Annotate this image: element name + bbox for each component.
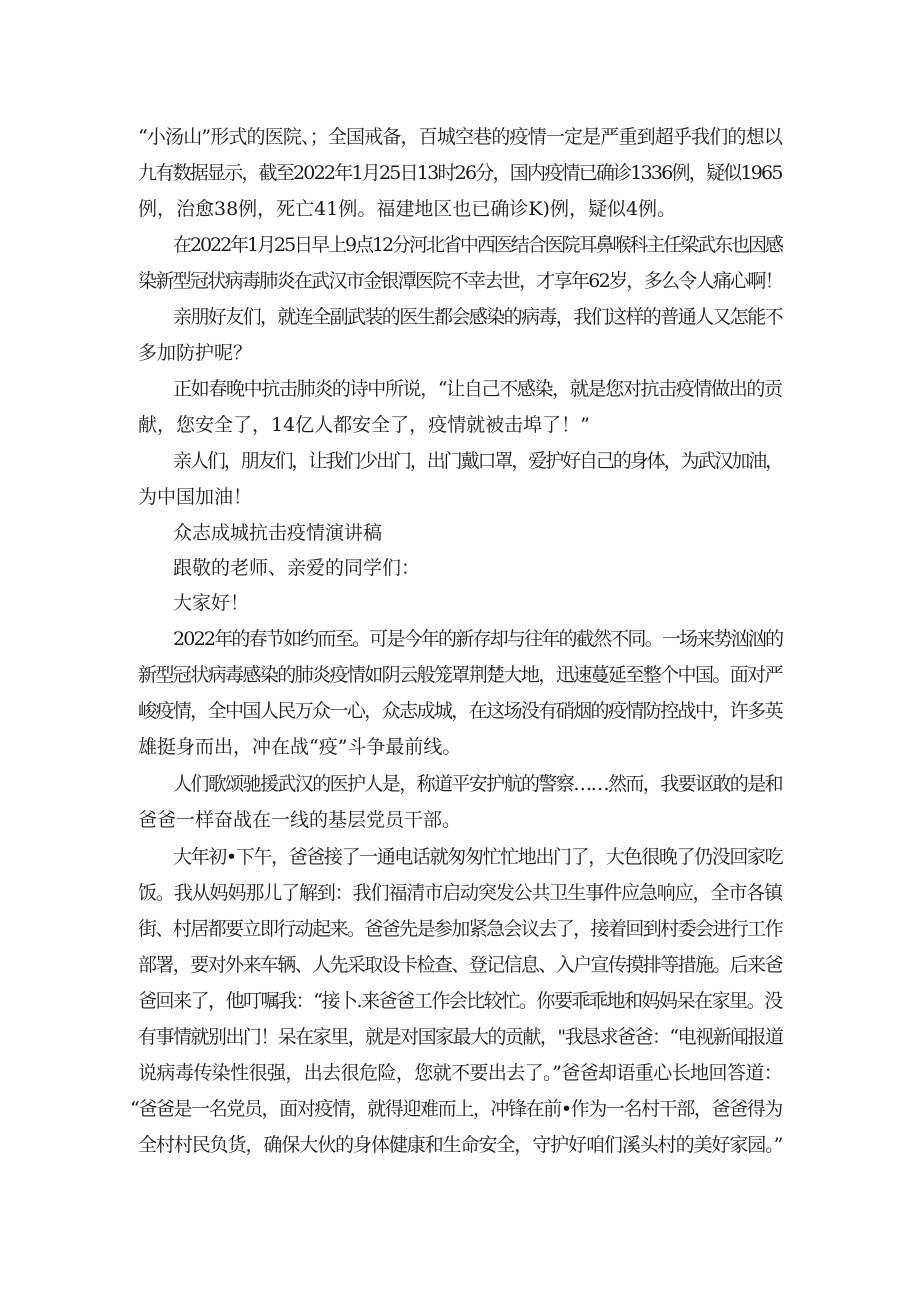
text-line: 亲朋好友们，就连全副武装的医生都会感染的病毒，我们这样的普通人又怎能不 <box>173 306 783 328</box>
text-line: 为中国加油！ <box>138 486 253 508</box>
text-line: 亲人们，朋友们，让我们少出门，出门戴口罩，爱护好自己的身体，为武汉加油， <box>173 450 783 472</box>
text-line: “爸爸是一名党员，面对疫情，就得迎难而上，冲锋在前•作为一名村干部，爸爸得为 <box>130 1098 782 1120</box>
text-line: 染新型冠状病毒肺炎在武汉市金银潭医院不幸去世，才享年62岁，多么令人痛心啊！ <box>138 270 783 292</box>
text-line: 例，治愈38例，死亡41例。福建地区也已确诊K)例，疑似4例。 <box>138 198 677 220</box>
text-line: 正如春晚中抗击肺炎的诗中所说，“让自己不感染，就是您对抗击疫情做出的贡 <box>173 378 782 400</box>
text-line: 雄挺身而出，冲在战“疫”斗争最前线。 <box>138 736 462 758</box>
text-line: 部署，要对外来车辆、人先采取设卡检查、登记信息、入户宣传摸排等措施。后来爸 <box>138 954 782 976</box>
text-line: 人们歌颂驰援武汉的医护人是，称道平安护航的警察……然而，我要讴敢的是和 <box>173 773 783 795</box>
text-line: 街、村居都要立即行动起来。爸爸先是参加紧急会议去了，接着回到村委会进行工作 <box>138 918 782 940</box>
text-line: 饭。我从妈妈那儿了解到：我们福清市启动突发公共卫生事件应急响应，全市各镇 <box>138 882 783 904</box>
text-line: 九有数据显示，截至2022年1月25日13时26分，国内疫情已确诊1336例，疑似1965 <box>138 162 782 184</box>
salutation: 跟敬的老师、亲爱的同学们： <box>173 557 421 579</box>
text-line: 爸爸一样奋战在一线的基层党员干部。 <box>138 809 462 831</box>
speech-title: 众志成城抗击疫情演讲稿 <box>173 522 383 544</box>
text-line: 多加防护呢？ <box>138 342 253 364</box>
text-line: 2022年的春节如约而至。可是今年的新存却与往年的截然不同。一场来势汹汹的 <box>173 628 783 650</box>
text-line: 爸回来了，他叮嘱我：“接卜.来爸爸工作会比较忙。你要乖乖地和妈妈呆在家里。没 <box>138 990 782 1012</box>
text-line: 峻疫情，全中国人民万众一心，众志成城，在这场没有硝烟的疫情防控战中，许多英 <box>138 700 782 722</box>
text-line: 新型冠状病毒感染的肺炎疫情如阴云般笼罩荆楚大地，迅速蔓延至整个中国。面对严 <box>138 664 782 686</box>
text-line: 大年初•下午，爸爸接了一通电话就匆匆忙忙地出门了，大色很晚了仍没回家吃 <box>173 846 783 868</box>
text-line: 有事情就别出门！呆在家里，就是对国家最大的贡献，"我恳求爸爸：“电视新闻报道 <box>138 1026 783 1048</box>
text-line: 献，您安全了，14亿人都安全了，疫情就被击埠了！” <box>138 414 590 436</box>
text-line: 在2022年1月25日早上9点12分河北省中西医结合医院耳鼻喉科主任梁武东也因感 <box>173 234 782 256</box>
greeting: 大家好！ <box>173 592 250 614</box>
text-line: “小汤山”形式的医院、；全国戒备，百城空巷的疫情一定是严重到超乎我们的想以 <box>138 126 782 148</box>
text-line: 说病毒传染性很强，出去很危险，您就不要出去了。”爸爸却语重心长地回答道： <box>138 1062 783 1084</box>
text-line: 全村村民负货，确保大伙的身体健康和生命安全，守护好咱们溪头村的美好家园。” <box>138 1134 783 1156</box>
